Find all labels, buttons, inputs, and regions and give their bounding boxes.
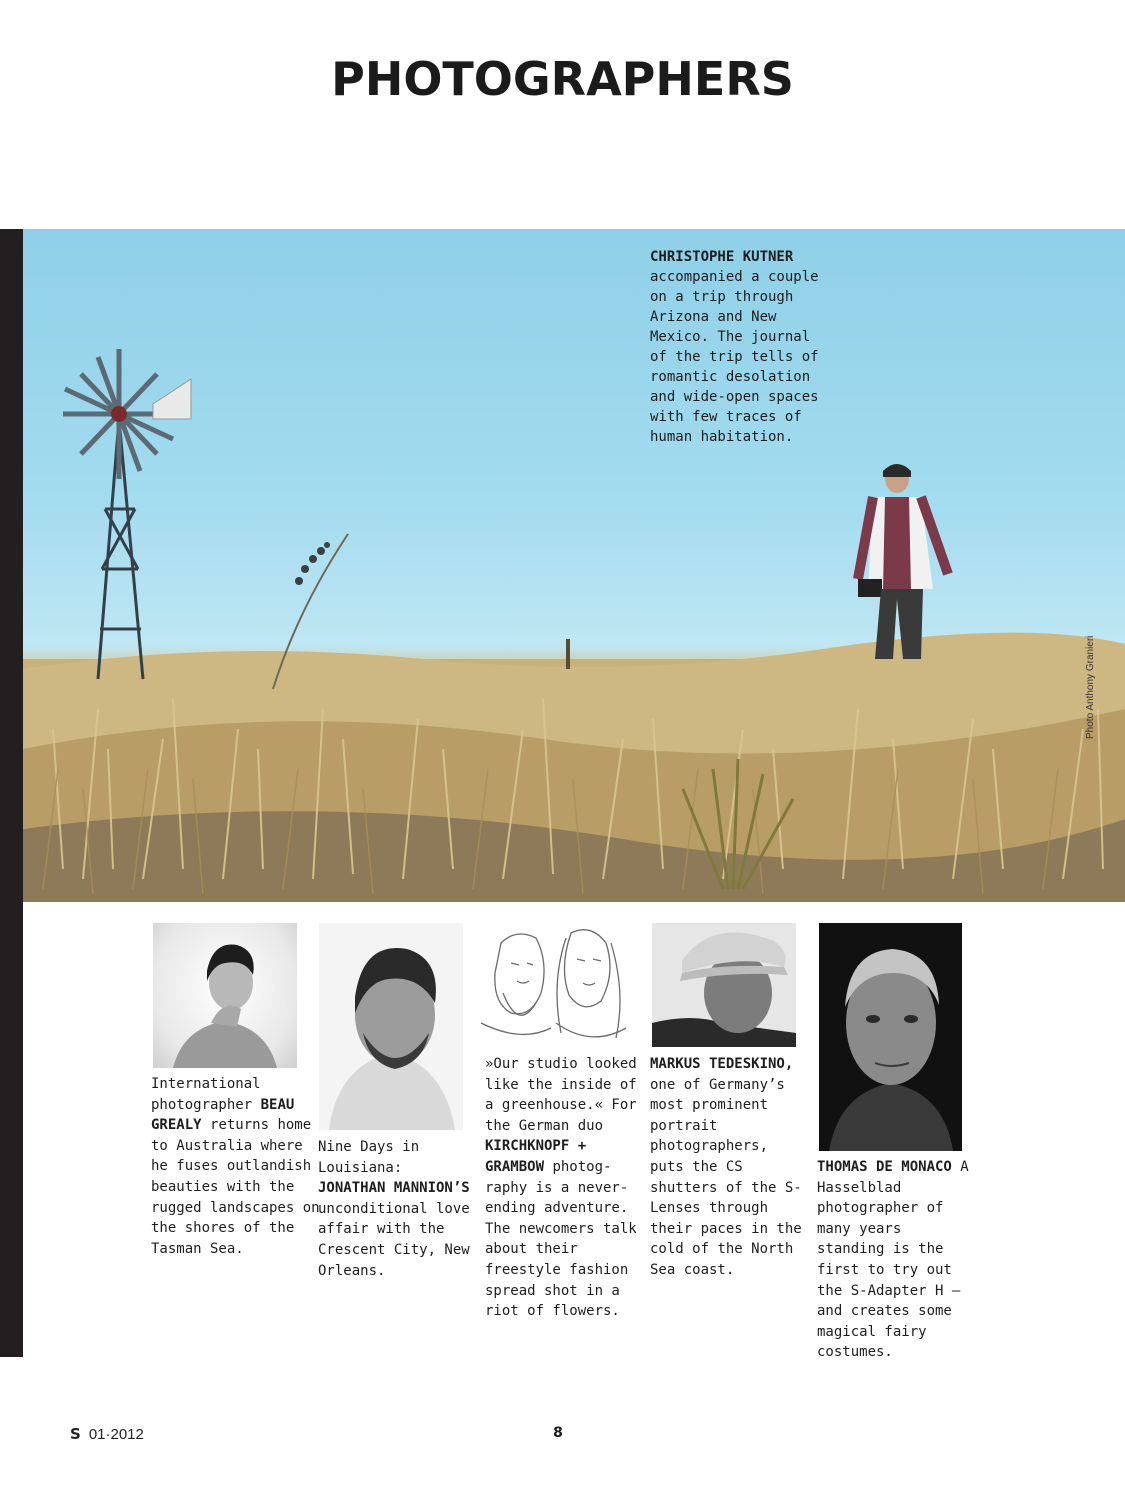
photographer-name: KIRCHKNOPF + GRAMBOW [485, 1138, 587, 1175]
bio-text: returns home to Australia where he fuses outlandish beauties with the rugged landscapes on the shores of the Tasman Sea. [151, 1117, 320, 1257]
bio-text: A Hasselblad photographer of many years standing is the first to try out the S-Adapter H – and creates some magical fairy costumes. [817, 1159, 969, 1361]
portrait-markus-tedeskino [652, 923, 796, 1047]
bio-intro: International photographer [151, 1076, 261, 1113]
photographer-name: CHRISTOPHE KUTNER [650, 249, 794, 265]
photographer-name: BEAU GREALY [151, 1096, 295, 1134]
side-bar [0, 229, 23, 1357]
caption-text: accompanied a couple on a trip through Arizona and New Mexico. The journal of the trip tells of romantic desolation and wide-open spaces with few traces of human habitation. [650, 269, 819, 445]
bio-intro: Nine Days in Louisiana: [318, 1139, 420, 1176]
landscape-illustration [23, 229, 1125, 902]
bio-beau-grealy [151, 1074, 321, 1259]
bio-markus-tedeskino [650, 1054, 810, 1281]
photo-credit: Photo Anthony Granieri [1085, 635, 1096, 739]
issue-number: 01·2012 [88, 1426, 144, 1443]
magazine-logo: S [70, 1425, 81, 1443]
sketch-kirchknopf-grambow [471, 923, 631, 1048]
bio-text: photog-raphy is a never-ending adventure. The newcomers talk about their freestyle fashion spread shot in a riot of flowers. [485, 1158, 637, 1320]
portrait-jonathan-mannion [319, 923, 463, 1130]
bio-jonathan-mannion [318, 1137, 478, 1281]
bio-text: one of Germany’s most prominent portrait photographers, puts the CS shutters of the S-Lenses through their paces in the cold of the North Sea coast. [650, 1076, 802, 1278]
bio-thomas-de-monaco [817, 1157, 977, 1363]
photographer-name: JONATHAN MANNION’S [318, 1180, 470, 1197]
page-number: 8 [553, 1425, 563, 1441]
page-title: PHOTOGRAPHERS [331, 52, 794, 106]
portrait-beau-grealy [153, 923, 297, 1068]
bio-text: unconditional love affair with the Crescent City, New Orleans. [318, 1200, 470, 1279]
hero-caption [650, 247, 830, 447]
bio-intro: »Our studio looked like the inside of a greenhouse.« For the German duo [485, 1056, 637, 1134]
photographer-name: THOMAS DE MONACO [817, 1159, 952, 1175]
photographer-name: MARKUS TEDESKINO, [650, 1056, 794, 1072]
portrait-thomas-de-monaco [819, 923, 962, 1151]
hero-photo [23, 229, 1125, 902]
bio-kirchknopf-grambow [485, 1054, 645, 1322]
